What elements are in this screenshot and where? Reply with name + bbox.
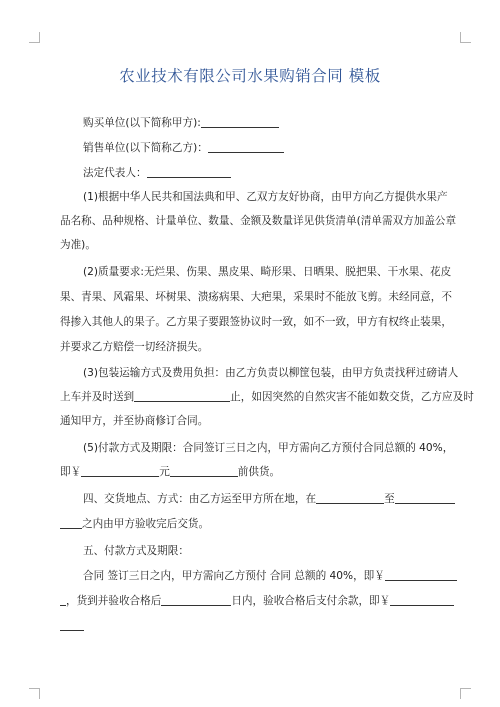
clause5-yuan-label: 元	[159, 466, 170, 478]
section4-line2	[60, 517, 446, 531]
clause3-line2	[60, 390, 474, 404]
clause3-line1: (3)包装运输方式及费用负担：由乙方负责以柳筐包装，由甲方负责找秤过磅请人	[83, 367, 459, 379]
clause2-line4: 并要求乙方赔偿一切经济损失。	[60, 341, 209, 353]
clause1-line2: 品名称、品种规格、计量单位、数量、金额及数量详见供货清单(清单需双方加盖公章	[60, 215, 457, 227]
section5-line3	[60, 619, 446, 633]
section4-line1	[83, 492, 446, 506]
clause3-line2-end: 止，如因突然的自然灾害不能如数交货，乙方应及时	[230, 391, 474, 403]
seller-line	[83, 141, 446, 155]
clause5-line2	[60, 465, 446, 479]
section5-line2-start: ，货到并验收合格后	[66, 595, 162, 607]
section5-line2-end: 日内，验收合格后支付余款，即￥	[231, 595, 391, 607]
margin-corner-top-left	[29, 32, 40, 43]
legal-rep-blank[interactable]	[147, 166, 231, 178]
prepayment-amount-blank[interactable]	[81, 465, 159, 477]
section5-line2	[60, 594, 446, 608]
buyer-label: 购买单位(以下简称甲方):	[83, 117, 201, 129]
clause2-line1: (2)质量要求:无烂果、伤果、黑皮果、畸形果、日晒果、脱把果、干水果、花皮	[83, 266, 452, 278]
section4-to-label: 至	[384, 493, 395, 505]
balance-amount-blank[interactable]	[390, 594, 454, 606]
supply-date-blank[interactable]	[170, 465, 238, 477]
document-title: 农业技术有限公司水果购销合同 模板	[119, 67, 381, 85]
clause5-line2-end: 前供货。	[237, 466, 281, 478]
section5-heading: 五、付款方式及期限：	[83, 545, 189, 557]
margin-corner-bottom-right	[460, 688, 471, 699]
legal-rep-line	[83, 166, 446, 180]
advance-amount-blank[interactable]	[385, 569, 457, 581]
section5-line1	[83, 569, 446, 583]
clause3-line2-start: 上车并及时送到	[60, 391, 135, 403]
buyer-blank[interactable]	[201, 116, 279, 128]
clause5-yen-label: 即￥	[60, 466, 82, 478]
margin-corner-top-right	[460, 32, 471, 43]
section4-line2-text: 之内由甲方验收完后交货。	[82, 518, 210, 530]
legal-rep-label: 法定代表人：	[83, 167, 147, 179]
clause5-line1: (5)付款方式及期限：合同签订三日之内，甲方需向乙方预付合同总额的 40%，	[83, 442, 454, 454]
seller-label: 销售单位(以下简称乙方)：	[83, 142, 208, 154]
acceptance-days-blank[interactable]	[161, 594, 231, 606]
margin-corner-bottom-left	[29, 688, 40, 699]
delivery-destination-blank[interactable]	[134, 390, 230, 402]
clause2-line3: 得掺入其他人的果子。乙方果子要跟签协议时一致，如不一致，甲方有权终止装果，	[60, 316, 452, 328]
delivery-period-blank[interactable]	[60, 517, 82, 529]
clause1-line1: (1)根据中华人民共和国法典和甲、乙双方友好协商，由甲方向乙方提供水果产	[83, 191, 448, 203]
section5-line1-text: 合同 签订三日之内，甲方需向乙方预付 合同 总额的 40%，即￥	[83, 570, 385, 582]
delivery-end-blank[interactable]	[395, 492, 455, 504]
delivery-start-blank[interactable]	[316, 492, 384, 504]
clause1-line3: 为准)。	[60, 239, 96, 251]
seller-blank[interactable]	[208, 141, 284, 153]
section4-line1-start: 四、交货地点、方式：由乙方运至甲方所在地，在	[83, 493, 317, 505]
clause3-line3: 通知甲方，并至协商修订合同。	[60, 415, 209, 427]
buyer-line	[83, 116, 446, 130]
clause2-line2: 果、青果、风霜果、坏树果、溃疡病果、大疤果，采果时不能放飞剪。未经同意，不	[60, 291, 452, 303]
balance-amount-blank-continued[interactable]	[60, 619, 84, 631]
